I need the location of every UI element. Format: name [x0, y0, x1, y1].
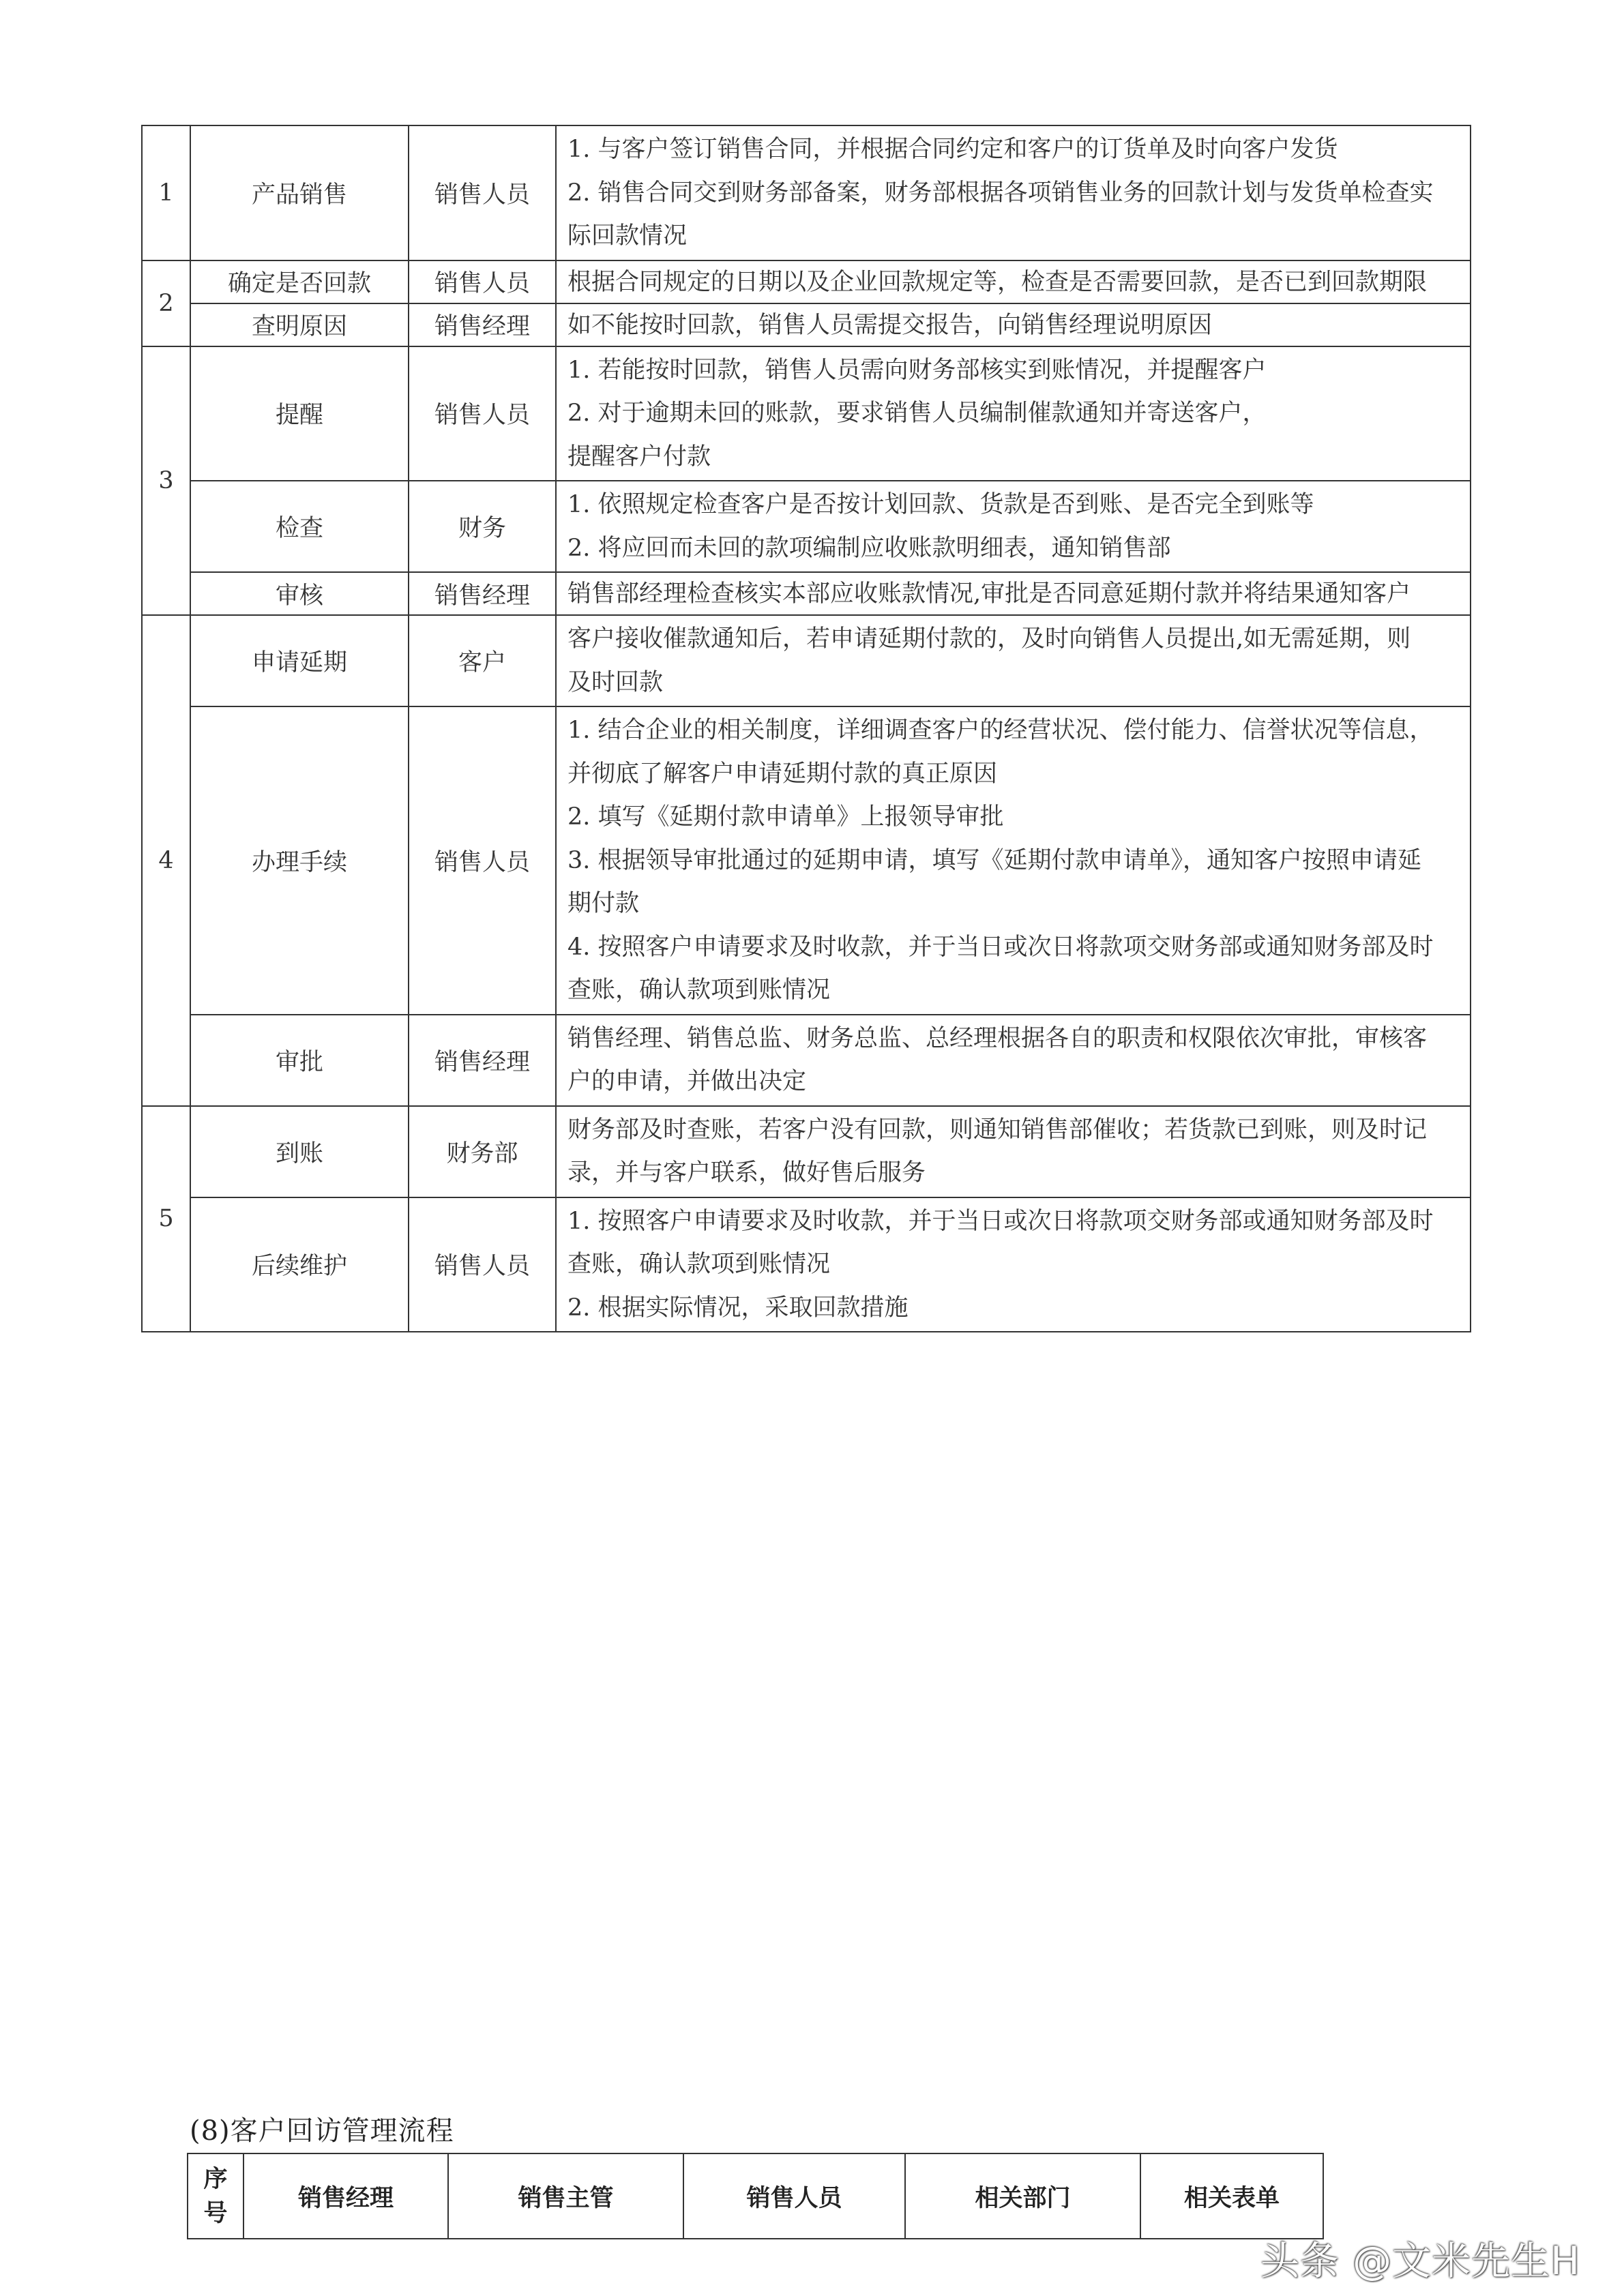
payment-process-body — [142, 125, 1471, 1332]
description-line: 1. 依照规定检查客户是否按计划回款、货款是否到账、是否完全到账等 — [567, 491, 1314, 518]
responsible-role: 客户 — [409, 615, 556, 706]
responsible-role: 销售经理 — [409, 303, 556, 346]
step-name: 办理手续 — [190, 706, 409, 1015]
description-line: 1. 结合企业的相关制度，详细调查客户的经营状况、偿付能力、信誉状况等信息， — [567, 717, 1434, 744]
step-name: 产品销售 — [190, 125, 409, 260]
header-seq: 序 号 — [188, 2153, 243, 2239]
table-row — [142, 346, 1471, 481]
responsible-role: 财务 — [409, 481, 556, 572]
description-line: 销售经理、销售总监、财务总监、总经理根据各自的职责和权限依次审批，审核客 — [567, 1024, 1428, 1052]
customer-visit-table — [187, 2153, 1324, 2239]
description-line: 查账，确认款项到账情况 — [567, 1251, 831, 1278]
step-name: 审核 — [190, 572, 409, 615]
responsible-role: 财务部 — [409, 1106, 556, 1197]
table-row — [142, 572, 1471, 615]
description-line: 际回款情况 — [567, 222, 688, 250]
responsible-role: 销售人员 — [409, 706, 556, 1015]
section-heading: (8)客户回访管理流程 — [190, 2115, 454, 2147]
description-line: 1. 若能按时回款，销售人员需向财务部核实到账情况，并提醒客户 — [567, 356, 1267, 384]
step-description — [556, 1197, 1471, 1332]
description-line: 查账，确认款项到账情况 — [567, 976, 831, 1004]
description-line: 期付款 — [567, 890, 640, 917]
step-description — [556, 346, 1471, 481]
table-row — [142, 706, 1471, 1015]
step-number: 4 — [142, 615, 190, 1106]
header-sales-supervisor: 销售主管 — [448, 2153, 683, 2239]
description-line: 1. 按照客户申请要求及时收款，并于当日或次日将款项交财务部或通知财务部及时 — [567, 1207, 1434, 1235]
step-description — [556, 572, 1471, 615]
responsible-role: 销售人员 — [409, 346, 556, 481]
step-number: 3 — [142, 346, 190, 616]
description-line: 2. 对于逾期未回的账款，要求销售人员编制催款通知并寄送客户， — [567, 400, 1267, 427]
table-row — [142, 615, 1471, 706]
header-related-forms: 相关表单 — [1140, 2153, 1323, 2239]
description-line: 4. 按照客户申请要求及时收款，并于当日或次日将款项交财务部或通知财务部及时 — [567, 933, 1434, 961]
step-description — [556, 481, 1471, 572]
step-description — [556, 303, 1471, 346]
responsible-role: 销售人员 — [409, 125, 556, 260]
description-line: 如不能按时回款，销售人员需提交报告，向销售经理说明原因 — [567, 311, 1213, 339]
table-row — [142, 125, 1471, 260]
description-line: 3. 根据领导审批通过的延期申请，填写《延期付款申请单》，通知客户按照申请延 — [567, 846, 1422, 874]
table-row — [142, 1197, 1471, 1332]
description-line: 户的申请，并做出决定 — [567, 1068, 807, 1095]
step-name: 确定是否回款 — [190, 260, 409, 303]
step-name: 查明原因 — [190, 303, 409, 346]
table-row — [142, 260, 1471, 303]
header-salesperson: 销售人员 — [683, 2153, 905, 2239]
description-line: 并彻底了解客户申请延期付款的真正原因 — [567, 760, 998, 788]
step-name: 审批 — [190, 1015, 409, 1106]
step-name: 检查 — [190, 481, 409, 572]
description-line: 2. 销售合同交到财务部备案，财务部根据各项销售业务的回款计划与发货单检查实 — [567, 179, 1434, 207]
step-description — [556, 706, 1471, 1015]
step-number: 2 — [142, 260, 190, 346]
description-line: 2. 填写《延期付款申请单》上报领导审批 — [567, 803, 1004, 831]
step-name: 提醒 — [190, 346, 409, 481]
table-row — [142, 1015, 1471, 1106]
header-related-department: 相关部门 — [905, 2153, 1140, 2239]
description-line: 客户接收催款通知后，若申请延期付款的，及时向销售人员提出,如无需延期，则 — [567, 625, 1411, 653]
header-row — [188, 2153, 1323, 2239]
description-line: 提醒客户付款 — [567, 443, 711, 471]
step-name: 到账 — [190, 1106, 409, 1197]
step-name: 后续维护 — [190, 1197, 409, 1332]
step-number: 1 — [142, 125, 190, 260]
responsible-role: 销售人员 — [409, 260, 556, 303]
description-line: 及时回款 — [567, 668, 664, 696]
table-row — [142, 1106, 1471, 1197]
description-line: 2. 根据实际情况，采取回款措施 — [567, 1294, 909, 1322]
description-line: 录，并与客户联系，做好售后服务 — [567, 1159, 926, 1187]
step-name: 申请延期 — [190, 615, 409, 706]
step-number: 5 — [142, 1106, 190, 1332]
step-description — [556, 615, 1471, 706]
description-line: 1. 与客户签订销售合同，并根据合同约定和客户的订货单及时向客户发货 — [567, 136, 1338, 163]
step-description — [556, 260, 1471, 303]
table-row — [142, 481, 1471, 572]
responsible-role: 销售人员 — [409, 1197, 556, 1332]
step-description — [556, 1015, 1471, 1106]
description-line: 销售部经理检查核实本部应收账款情况,审批是否同意延期付款并将结果通知客户 — [567, 580, 1411, 608]
description-line: 2. 将应回而未回的款项编制应收账款明细表，通知销售部 — [567, 534, 1171, 562]
step-description — [556, 1106, 1471, 1197]
table-row — [142, 303, 1471, 346]
description-line: 财务部及时查账，若客户没有回款，则通知销售部催收；若货款已到账，则及时记 — [567, 1116, 1428, 1144]
step-description — [556, 125, 1471, 260]
description-line: 根据合同规定的日期以及企业回款规定等，检查是否需要回款，是否已到回款期限 — [567, 268, 1428, 296]
payment-process-table — [141, 125, 1471, 1332]
header-sales-manager: 销售经理 — [243, 2153, 448, 2239]
watermark: 头条 @文米先生H — [1260, 2239, 1580, 2284]
responsible-role: 销售经理 — [409, 1015, 556, 1106]
responsible-role: 销售经理 — [409, 572, 556, 615]
